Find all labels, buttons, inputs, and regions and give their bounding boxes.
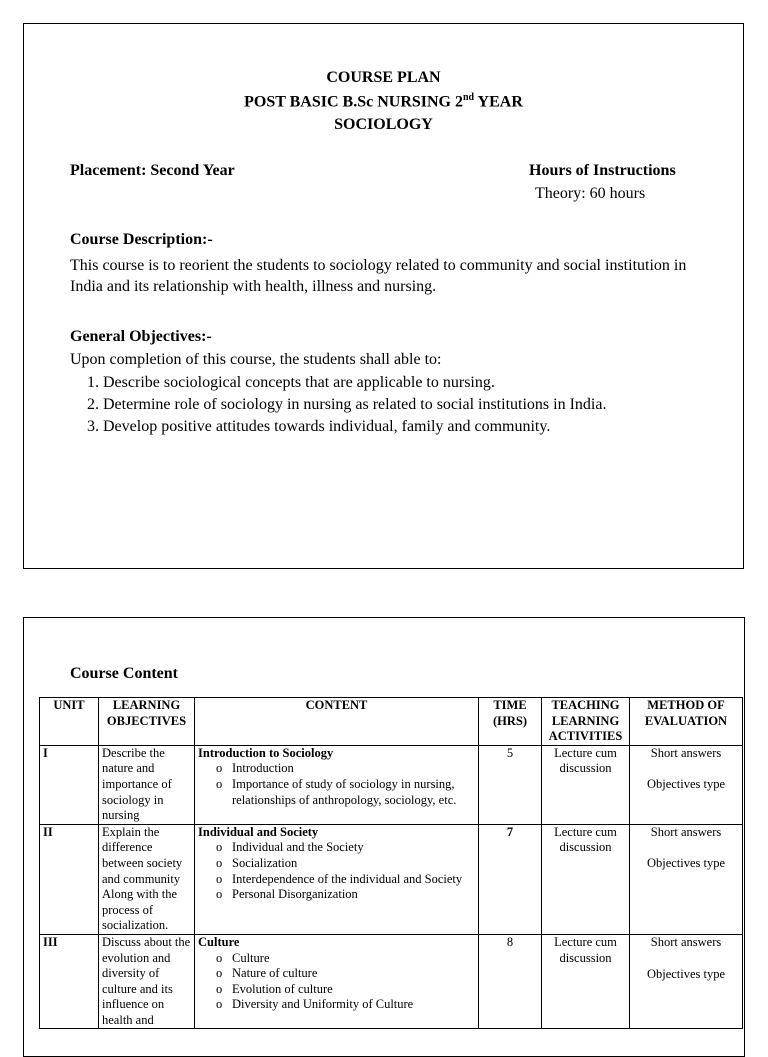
objective-item: 3. Develop positive attitudes towards individual, family and community.: [87, 418, 551, 435]
content-item: o Evolution of culture: [216, 982, 475, 998]
evaluation-method: Short answers Objectives type: [630, 824, 743, 934]
col-time: TIME (HRS): [479, 698, 542, 746]
content-title: Individual and Society: [198, 824, 319, 839]
content-item: o Diversity and Uniformity of Culture: [216, 997, 475, 1013]
table-row: [40, 824, 743, 934]
subject-title: SOCIOLOGY: [334, 116, 433, 133]
objectives-heading: General Objectives:-: [70, 328, 212, 345]
learning-objective: Explain the difference between society and community Along with the process of socialization.: [99, 824, 195, 934]
col-evaluation: METHOD OF EVALUATION: [630, 698, 743, 746]
teaching-activity: Lecture cum discussion: [542, 824, 630, 934]
placement-label: Placement: Second Year: [70, 162, 235, 179]
unit-number: III: [40, 934, 99, 1029]
description-text: This course is to reorient the students to sociology related to community and social institution in India and its relationship with health, illness and nursing.: [70, 257, 687, 295]
content-item: o Interdependence of the individual and Society: [216, 872, 475, 888]
program-title: POST BASIC B.Sc NURSING 2nd YEAR: [244, 92, 523, 111]
evaluation-method: Short answers Objectives type: [630, 745, 743, 824]
time-hours: 7: [479, 824, 542, 934]
learning-objective: Describe the nature and importance of sociology in nursing: [99, 745, 195, 824]
objective-item: 2. Determine role of sociology in nursing as related to social institutions in India.: [87, 396, 607, 413]
objectives-list: [87, 372, 606, 438]
table-row: [40, 934, 743, 1029]
teaching-activity: Lecture cum discussion: [542, 745, 630, 824]
unit-number: I: [40, 745, 99, 824]
time-hours: 5: [479, 745, 542, 824]
content-cell: [195, 824, 479, 934]
course-content-page: [23, 617, 745, 1057]
course-content-heading: Course Content: [70, 665, 178, 682]
objectives-intro: Upon completion of this course, the students shall able to:: [70, 351, 442, 368]
content-cell: [195, 745, 479, 824]
teaching-activity: Lecture cum discussion: [542, 934, 630, 1029]
content-item: o Importance of study of sociology in nursing, relationships of anthropology, sociology, etc.: [216, 777, 475, 808]
objective-item: 1. Describe sociological concepts that are applicable to nursing.: [87, 374, 495, 391]
content-item: o Culture: [216, 951, 475, 967]
theory-hours: Theory: 60 hours: [535, 185, 646, 202]
content-item: o Individual and the Society: [216, 840, 475, 856]
content-item: o Introduction: [216, 761, 475, 777]
course-plan-page: [23, 23, 744, 569]
col-teaching: TEACHING LEARNING ACTIVITIES: [542, 698, 630, 746]
content-cell: [195, 934, 479, 1029]
content-item: o Socialization: [216, 856, 475, 872]
col-unit: UNIT: [40, 698, 99, 746]
content-title: Introduction to Sociology: [198, 745, 334, 760]
unit-number: II: [40, 824, 99, 934]
content-title: Culture: [198, 934, 240, 949]
hours-heading: Hours of Instructions: [529, 162, 676, 179]
doc-title: COURSE PLAN: [326, 69, 441, 86]
description-heading: Course Description:-: [70, 231, 213, 248]
learning-objective: Discuss about the evolution and diversity of culture and its influence on health and: [99, 934, 195, 1029]
content-item: o Nature of culture: [216, 966, 475, 982]
col-learning-objectives: LEARNING OBJECTIVES: [99, 698, 195, 746]
table-row: [40, 745, 743, 824]
time-hours: 8: [479, 934, 542, 1029]
table-header-row: [40, 698, 743, 746]
content-item: o Personal Disorganization: [216, 887, 475, 903]
col-content: CONTENT: [195, 698, 479, 746]
course-content-table: [39, 697, 743, 1029]
evaluation-method: Short answers Objectives type: [630, 934, 743, 1029]
